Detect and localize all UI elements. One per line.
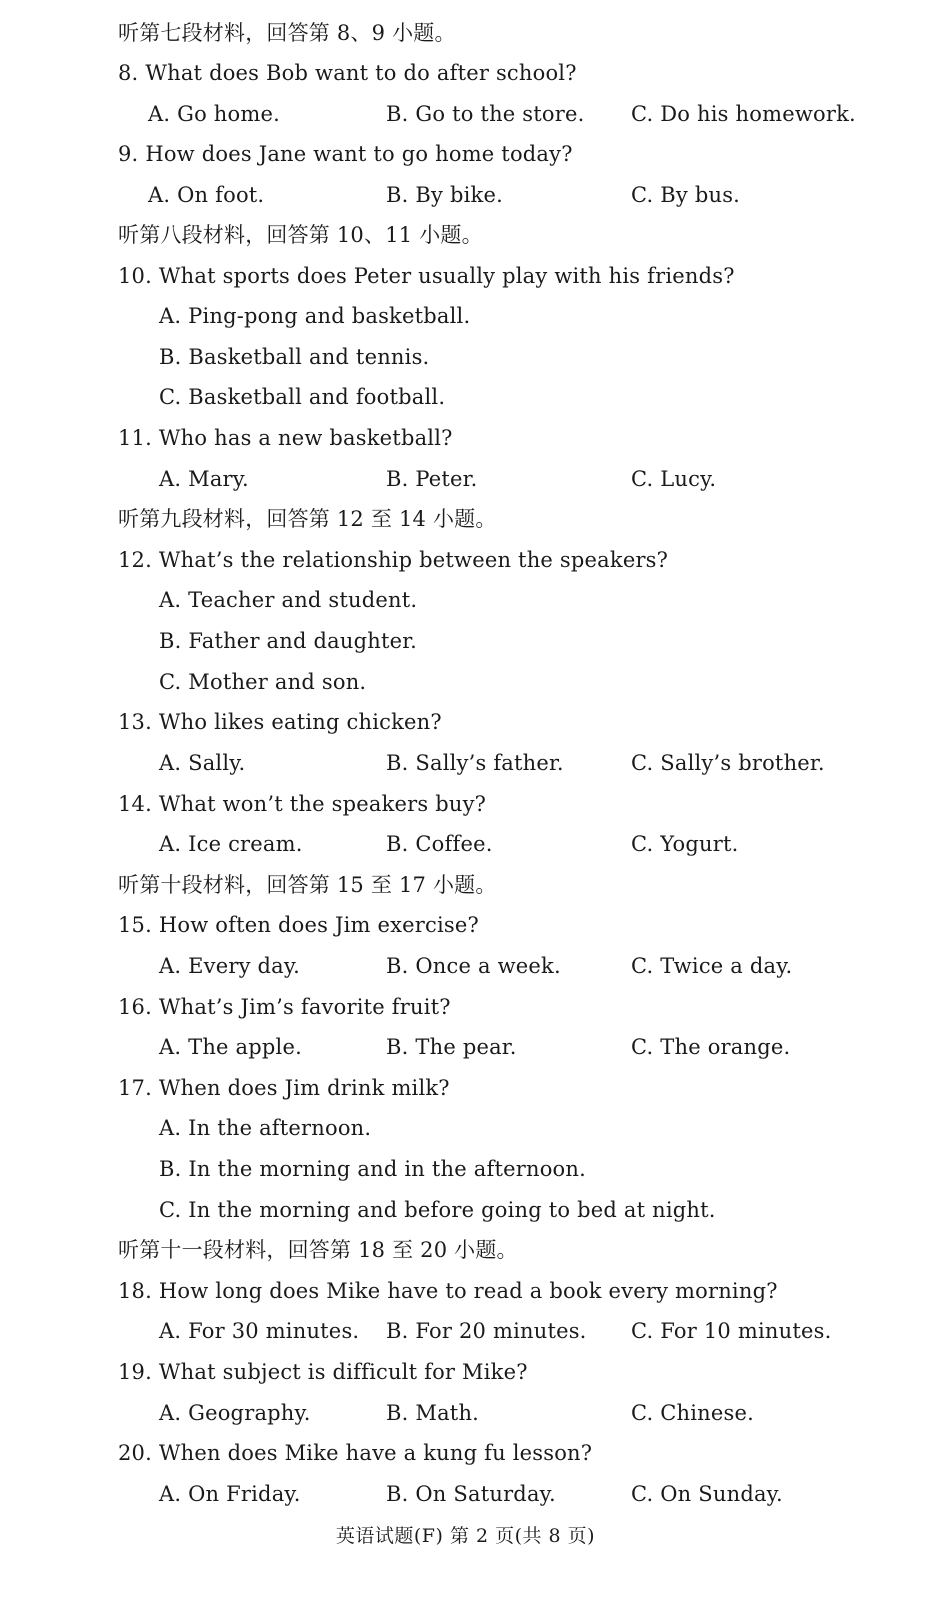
question-text: What’s the relationship between the speakers? bbox=[158, 548, 669, 572]
question-text: How often does Jim exercise? bbox=[158, 913, 479, 937]
question-number: 10. bbox=[118, 264, 152, 288]
question-text: When does Jim drink milk? bbox=[158, 1076, 450, 1100]
question-9 bbox=[118, 140, 573, 168]
option-a: A. Geography. bbox=[159, 1401, 311, 1425]
question-number: 17. bbox=[118, 1076, 152, 1100]
option-b: B. Math. bbox=[386, 1401, 480, 1425]
option-a: A. Teacher and student. bbox=[159, 588, 418, 612]
question-16 bbox=[118, 993, 451, 1021]
question-number: 18. bbox=[118, 1279, 152, 1303]
option-a: A. Go home. bbox=[148, 102, 280, 126]
option-b: B. In the morning and in the afternoon. bbox=[159, 1157, 586, 1181]
question-text: When does Mike have a kung fu lesson? bbox=[158, 1441, 593, 1465]
question-11 bbox=[118, 424, 453, 452]
option-a: A. Ping-pong and basketball. bbox=[159, 304, 471, 328]
question-number: 11. bbox=[118, 426, 152, 450]
question-15 bbox=[118, 911, 479, 939]
option-c: C. Lucy. bbox=[631, 467, 717, 491]
option-b: B. Peter. bbox=[386, 467, 478, 491]
option-c: C. Sally’s brother. bbox=[631, 751, 825, 775]
question-10 bbox=[118, 262, 735, 290]
section-instruction: 听第十一段材料，回答第 18 至 20 小题。 bbox=[118, 1238, 518, 1262]
question-18 bbox=[118, 1277, 778, 1305]
question-number: 9. bbox=[118, 142, 139, 166]
option-b: B. Father and daughter. bbox=[159, 629, 418, 653]
option-b: B. Once a week. bbox=[386, 954, 561, 978]
question-text: What subject is difficult for Mike? bbox=[158, 1360, 528, 1384]
option-c: C. Yogurt. bbox=[631, 832, 739, 856]
question-text: Who has a new basketball? bbox=[158, 426, 453, 450]
section-instruction: 听第九段材料，回答第 12 至 14 小题。 bbox=[118, 507, 497, 531]
option-c: C. Twice a day. bbox=[631, 954, 793, 978]
option-b: B. On Saturday. bbox=[386, 1482, 556, 1506]
question-number: 8. bbox=[118, 61, 139, 85]
option-a: A. Mary. bbox=[159, 467, 249, 491]
option-b: B. Sally’s father. bbox=[386, 751, 564, 775]
option-a: A. In the afternoon. bbox=[159, 1116, 372, 1140]
option-b: B. Basketball and tennis. bbox=[159, 345, 430, 369]
section-instruction: 听第七段材料，回答第 8、9 小题。 bbox=[118, 21, 456, 45]
option-b: B. Go to the store. bbox=[386, 102, 585, 126]
question-number: 13. bbox=[118, 710, 152, 734]
question-13 bbox=[118, 708, 442, 736]
question-text: What does Bob want to do after school? bbox=[145, 61, 577, 85]
question-text: Who likes eating chicken? bbox=[158, 710, 442, 734]
question-number: 15. bbox=[118, 913, 152, 937]
page-footer: 英语试题(F) 第 2 页(共 8 页) bbox=[335, 1525, 596, 1547]
option-c: C. Do his homework. bbox=[631, 102, 856, 126]
option-a: A. Sally. bbox=[159, 751, 246, 775]
question-text: What won’t the speakers buy? bbox=[158, 792, 487, 816]
question-number: 16. bbox=[118, 995, 152, 1019]
option-c: C. On Sunday. bbox=[631, 1482, 783, 1506]
question-text: What sports does Peter usually play with his friends? bbox=[158, 264, 735, 288]
option-c: C. For 10 minutes. bbox=[631, 1319, 832, 1343]
question-12 bbox=[118, 546, 668, 574]
section-instruction: 听第八段材料，回答第 10、11 小题。 bbox=[118, 223, 483, 247]
option-a: A. Every day. bbox=[159, 954, 301, 978]
option-a: A. On foot. bbox=[148, 183, 265, 207]
question-20 bbox=[118, 1439, 592, 1467]
question-8 bbox=[118, 59, 577, 87]
option-c: C. Mother and son. bbox=[159, 670, 367, 694]
option-b: B. For 20 minutes. bbox=[386, 1319, 587, 1343]
option-c: C. By bus. bbox=[631, 183, 741, 207]
section-instruction: 听第十段材料，回答第 15 至 17 小题。 bbox=[118, 873, 497, 897]
question-number: 14. bbox=[118, 792, 152, 816]
question-number: 19. bbox=[118, 1360, 152, 1384]
option-c: C. In the morning and before going to bed at night. bbox=[159, 1198, 716, 1222]
question-17 bbox=[118, 1074, 450, 1102]
question-19 bbox=[118, 1358, 528, 1386]
option-a: A. For 30 minutes. bbox=[159, 1319, 360, 1343]
question-text: How does Jane want to go home today? bbox=[145, 142, 573, 166]
option-c: C. Basketball and football. bbox=[159, 385, 446, 409]
option-c: C. The orange. bbox=[631, 1035, 791, 1059]
option-b: B. By bike. bbox=[386, 183, 503, 207]
question-text: What’s Jim’s favorite fruit? bbox=[158, 995, 451, 1019]
question-number: 12. bbox=[118, 548, 152, 572]
option-b: B. The pear. bbox=[386, 1035, 517, 1059]
option-c: C. Chinese. bbox=[631, 1401, 755, 1425]
question-14 bbox=[118, 790, 486, 818]
question-text: How long does Mike have to read a book every morning? bbox=[158, 1279, 778, 1303]
option-a: A. The apple. bbox=[159, 1035, 302, 1059]
option-b: B. Coffee. bbox=[386, 832, 493, 856]
option-a: A. Ice cream. bbox=[159, 832, 303, 856]
option-a: A. On Friday. bbox=[159, 1482, 301, 1506]
question-number: 20. bbox=[118, 1441, 152, 1465]
